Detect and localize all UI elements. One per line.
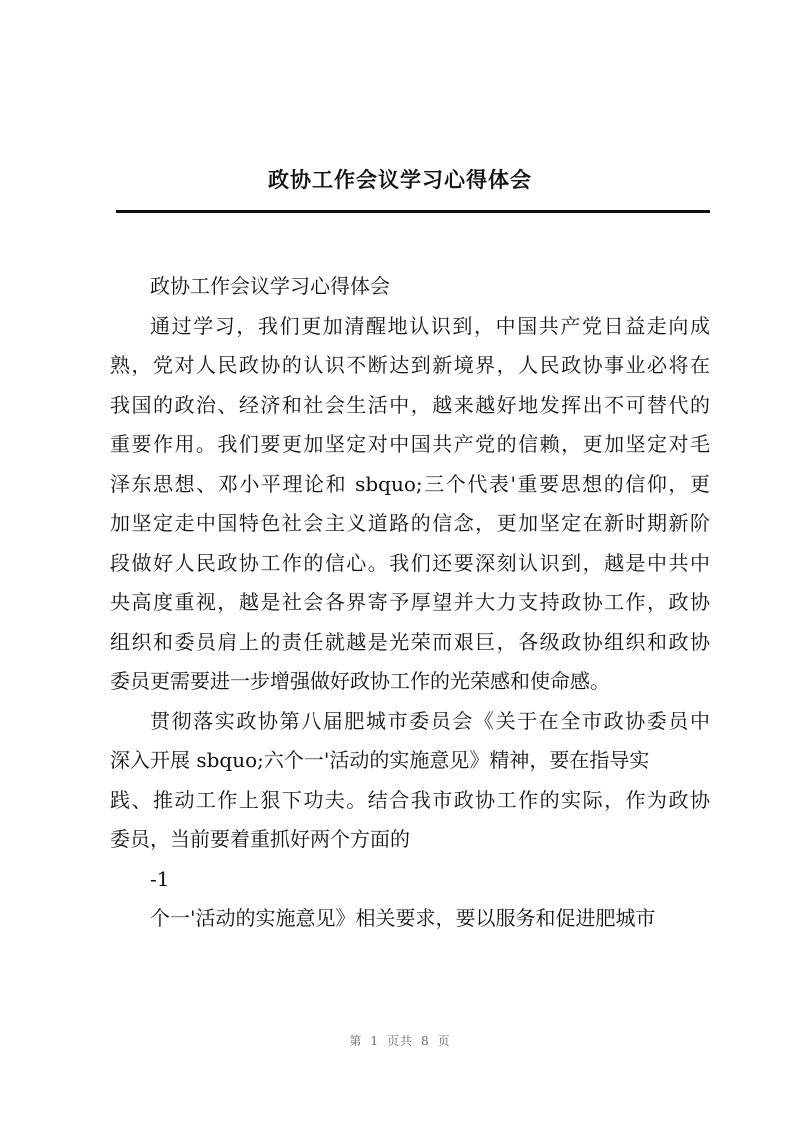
body-line: 委员，当前要着重抓好两个方面的 (110, 827, 410, 851)
body-line: -1 (150, 866, 170, 891)
body-line: 深入开展 sbquo;六个一'活动的实施意见》精神，要在指导实 (110, 748, 650, 772)
page-footer (0, 1032, 800, 1049)
body-line: 贯彻落实政协第八届肥城市委员会《关于在全市政协委员中 (150, 708, 710, 733)
body-line: 我国的政治、经济和社会生活中，越来越好地发挥出不可替代的 (110, 392, 710, 417)
body-line: 央高度重视，越是社会各界寄予厚望并大力支持政协工作，政协 (110, 590, 710, 614)
footer-suffix: 页 (437, 1034, 451, 1048)
body-line: 践、推动工作上狠下功夫。结合我市政协工作的实际，作为政协 (110, 787, 710, 812)
body-line: 熟，党对人民政协的认识不断达到新境界，人民政协事业必将在 (110, 353, 710, 377)
body-line: 委员更需要进一步增强做好政协工作的光荣感和使命感。 (110, 669, 610, 693)
footer-page-number: 1 (370, 1034, 379, 1048)
body-line: 加坚定走中国特色社会主义道路的信念，更加坚定在新时期新阶 (110, 511, 710, 535)
body-line: 段做好人民政协工作的信心。我们还要深刻认识到，越是中共中 (110, 550, 710, 575)
body-line: 组织和委员肩上的责任就越是光荣而艰巨，各级政协组织和政协 (110, 629, 710, 654)
document-title: 政协工作会议学习心得体会 (268, 167, 532, 192)
footer-prefix: 第 (349, 1034, 363, 1048)
body-line-subtitle: 政协工作会议学习心得体会 (150, 274, 390, 298)
body-line: 通过学习，我们更加清醒地认识到，中国共产党日益走向成 (150, 313, 710, 338)
footer-total-pages: 8 (421, 1034, 430, 1048)
document-body (110, 267, 710, 939)
body-line: 个一'活动的实施意见》相关要求，要以服务和促进肥城市 (150, 906, 656, 930)
body-line: 重要作用。我们要更加坚定对中国共产党的信赖，更加坚定对毛 (110, 432, 710, 456)
title-divider (116, 210, 710, 213)
footer-middle: 页共 (386, 1034, 413, 1048)
body-line: 泽东思想、邓小平理论和 sbquo;三个代表'重要思想的信仰，更 (110, 471, 710, 496)
